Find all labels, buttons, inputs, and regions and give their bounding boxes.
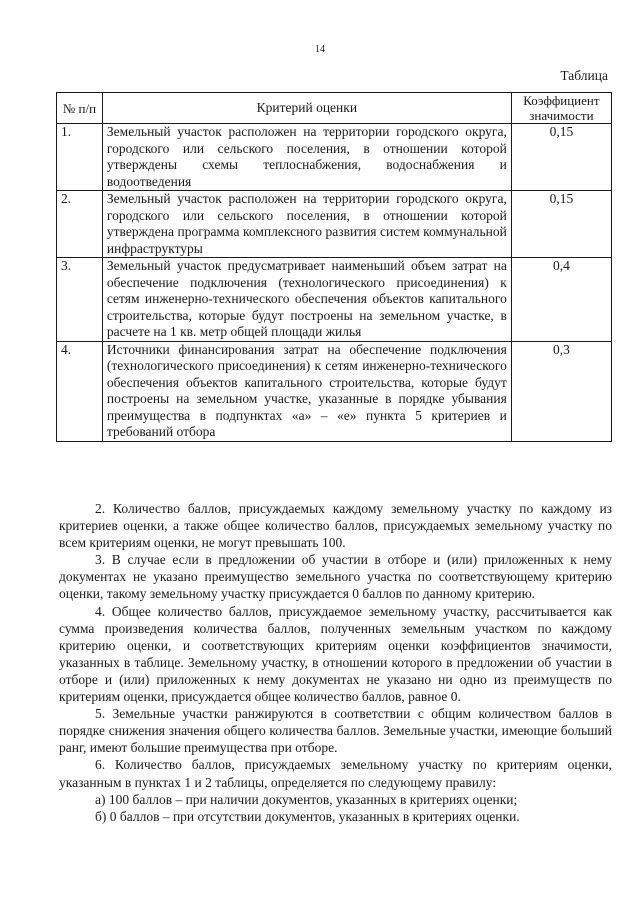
table-caption: Таблица xyxy=(560,68,608,83)
page-number: 14 xyxy=(315,44,325,55)
row-criterion: Земельный участок расположен на территории городского округа, городского или сельского поселения, в отношении которой утверждены схемы теплоснабжения, водоснабжения и водоотведения xyxy=(102,124,511,191)
table-header-row xyxy=(57,93,612,124)
header-number: № п/п xyxy=(57,93,103,124)
row-criterion: Источники финансирования затрат на обеспечение подключения (технологического присоединения) к сетям инженерно-технического обеспечения объектов капитального строительства, которые будут построены на земельном участке, указанные в порядке убывания преимущества в подпунктах «а» – «е» пункта 5 критериев и требований отбора xyxy=(102,341,511,441)
paragraph-3: 3. В случае если в предложении об участии в отборе и (или) приложенных к нему документах не указано преимущество земельного участка по соответствующему критерию оценки, такому земельному участку присуждается 0 баллов по данному критерию. xyxy=(59,552,612,602)
header-criterion: Критерий оценки xyxy=(102,93,511,124)
row-criterion: Земельный участок расположен на территории городского округа, городского или сельского поселения, в отношении которой утверждена программа комплексного развития систем коммунальной инфраструктуры xyxy=(102,191,511,258)
header-coefficient: Коэффициент значимости xyxy=(511,93,611,124)
paragraph-2: 2. Количество баллов, присуждаемых каждому земельному участку по каждому из критериев оценки, а также общее количество баллов, присуждаемых земельному участку по всем критериям оценки, не могут превышать 100. xyxy=(59,501,612,551)
list-item-a: а) 100 баллов – при наличии документов, указанных в критериях оценки; xyxy=(95,791,518,807)
row-coefficient: 0,15 xyxy=(511,191,611,258)
paragraph-5: 5. Земельные участки ранжируются в соответствии с общим количеством баллов в порядке снижения значения общего количества баллов. Земельные участки, имеющие больший ранг, имеют большие преимущества при отборе. xyxy=(59,706,612,756)
table-row xyxy=(57,258,612,342)
body-text xyxy=(59,500,612,825)
row-criterion: Земельный участок предусматривает наименьший объем затрат на обеспечение подключения (технологического присоединения) к сетям инженерно-технического обеспечения объектов капитального строительства, которые будут построены на земельном участке, в расчете на 1 кв. метр общей площади жилья xyxy=(102,258,511,342)
paragraph-4: 4. Общее количество баллов, присуждаемое земельному участку, рассчитывается как сумма произведения количества баллов, полученных земельным участком по каждому критерию оценки, и соответствующих критериям оценки коэффициентов значимости, указанных в таблице. Земельному участку, в отношении которого в предложении об участии в отборе и (или) приложенных к нему документах не указано ни одно из преимуществ по критериям оценки, присуждается общее количество баллов, равное 0. xyxy=(59,603,612,705)
table-row xyxy=(57,124,612,191)
table-row xyxy=(57,341,612,441)
row-number: 2. xyxy=(57,191,103,258)
row-coefficient: 0,15 xyxy=(511,124,611,191)
list-item-b: б) 0 баллов – при отсутствии документов, указанных в критериях оценки. xyxy=(95,808,520,824)
row-number: 1. xyxy=(57,124,103,191)
table-row xyxy=(57,191,612,258)
criteria-table xyxy=(56,92,612,442)
paragraph-6: 6. Количество баллов, присуждаемых земельному участку по критериям оценки, указанным в пунктах 1 и 2 таблицы, определяется по следующему правилу: xyxy=(59,757,612,790)
row-coefficient: 0,3 xyxy=(511,341,611,441)
row-coefficient: 0,4 xyxy=(511,258,611,342)
row-number: 3. xyxy=(57,258,103,342)
row-number: 4. xyxy=(57,341,103,441)
